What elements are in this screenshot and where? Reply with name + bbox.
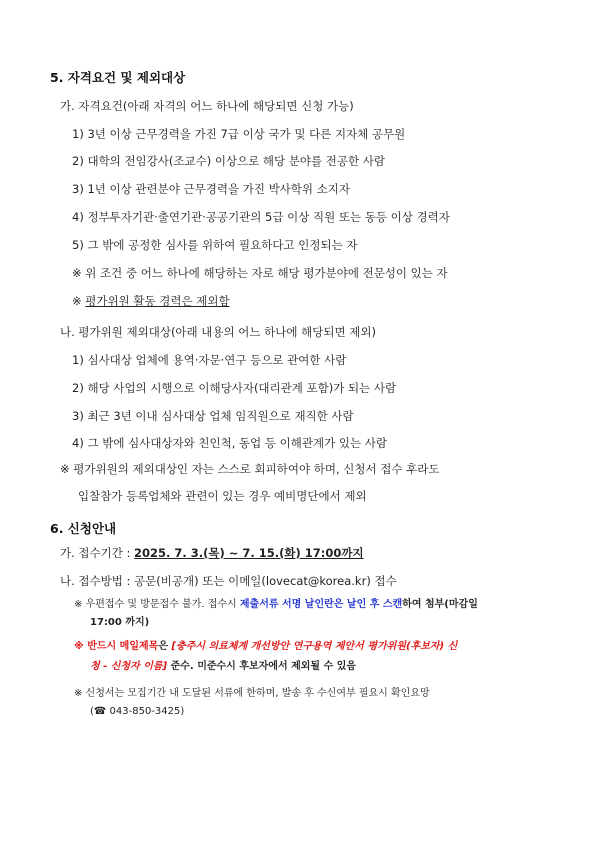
submission-note <box>74 596 478 613</box>
application-method: 나. 접수방법 : 공문(비공개) 또는 이메일(lovecat@korea.kr) 접수 <box>60 574 397 588</box>
contact-phone: (☎ 043-850-3425) <box>90 706 185 717</box>
exclusion-item-1: 1) 심사대상 업체에 용역·자문·연구 등으로 관여한 사람 <box>72 353 347 367</box>
exclusion-note-line-1: ※ 평가위원의 제외대상인 자는 스스로 회피하여야 하며, 신청서 접수 후라도 <box>60 462 440 476</box>
period-value: 2025. 7. 3.(목) ~ 7. 15.(화) 17:00까지 <box>134 546 364 560</box>
attach-instruction: 하여 첨부(마감일 <box>402 599 478 610</box>
qualification-note-1: ※ 위 조건 중 어느 하나에 해당하는 자로 해당 평가분야에 전문성이 있는 자 <box>72 266 448 280</box>
qualification-note-2 <box>72 293 230 309</box>
exclusion-item-2: 2) 해당 사업의 시행으로 이해당사자(대리관계 포함)가 되는 사람 <box>72 381 397 395</box>
receipt-note: ※ 신청서는 모집기간 내 도달된 서류에 한하며, 발송 후 수신여부 필요시 확인요망 <box>74 688 430 699</box>
qualification-item-5: 5) 그 밖에 공정한 심사를 위하여 필요하다고 인정되는 자 <box>72 238 358 252</box>
exclusion-note-line-2: 입찰참가 등록업체와 관련이 있는 경우 예비명단에서 제외 <box>78 489 367 503</box>
period-label: 가. 접수기간 : <box>60 546 135 560</box>
qualification-heading: 가. 자격요건(아래 자격의 어느 하나에 해당되면 신청 가능) <box>60 99 354 113</box>
mail-subject-note <box>74 638 457 655</box>
exclusion-heading: 나. 평가위원 제외대상(아래 내용의 어느 하나에 해당되면 제외) <box>60 325 376 339</box>
mail-subject-particle: 은 <box>158 641 172 652</box>
qualification-item-3: 3) 1년 이상 관련분야 근무경력을 가진 박사학위 소지자 <box>72 182 350 196</box>
application-period <box>60 545 364 561</box>
qualification-item-4: 4) 정부투자기관·출연기관·공공기관의 5급 이상 직원 또는 동등 이상 경력자 <box>72 210 450 224</box>
qualification-item-2: 2) 대학의 전임강사(조교수) 이상으로 해당 분야를 전공한 사람 <box>72 154 385 168</box>
section5-title: 5. 자격요건 및 제외대상 <box>50 70 186 85</box>
mail-subject-label: 반드시 메일제목 <box>87 641 159 652</box>
excluded-experience-text: 평가위원 활동 경력은 제외함 <box>85 294 230 308</box>
exclusion-item-4: 4) 그 밖에 심사대상자와 친인척, 동업 등 이해관계가 있는 사람 <box>72 436 387 450</box>
mail-subject-warning: 준수. 미준수시 후보자에서 제외될 수 있음 <box>167 661 357 672</box>
scan-instruction: 제출서류 서명 날인란은 날인 후 스캔 <box>239 599 403 610</box>
section6-title: 6. 신청안내 <box>50 521 117 536</box>
exclusion-item-3: 3) 최근 3년 이내 심사대상 업체 임직원으로 재직한 사람 <box>72 409 354 423</box>
qualification-item-1: 1) 3년 이상 근무경력을 가진 7급 이상 국가 및 다른 지자체 공무원 <box>72 127 406 141</box>
note-marker: ※ <box>72 294 86 308</box>
mail-subject-format-end: 청 - 신청자 이름] <box>90 661 168 672</box>
mail-subject-format: [충주시 의료체계 개선방안 연구용역 제안서 평가위원(후보자) 신 <box>171 641 458 652</box>
submission-note-text: ※ 우편접수 및 방문접수 불가. 접수시 <box>74 599 240 610</box>
submission-note-line-2: 17:00 까지) <box>90 617 150 628</box>
mail-note-marker: ※ <box>74 641 88 652</box>
mail-subject-note-line-2 <box>90 658 356 675</box>
